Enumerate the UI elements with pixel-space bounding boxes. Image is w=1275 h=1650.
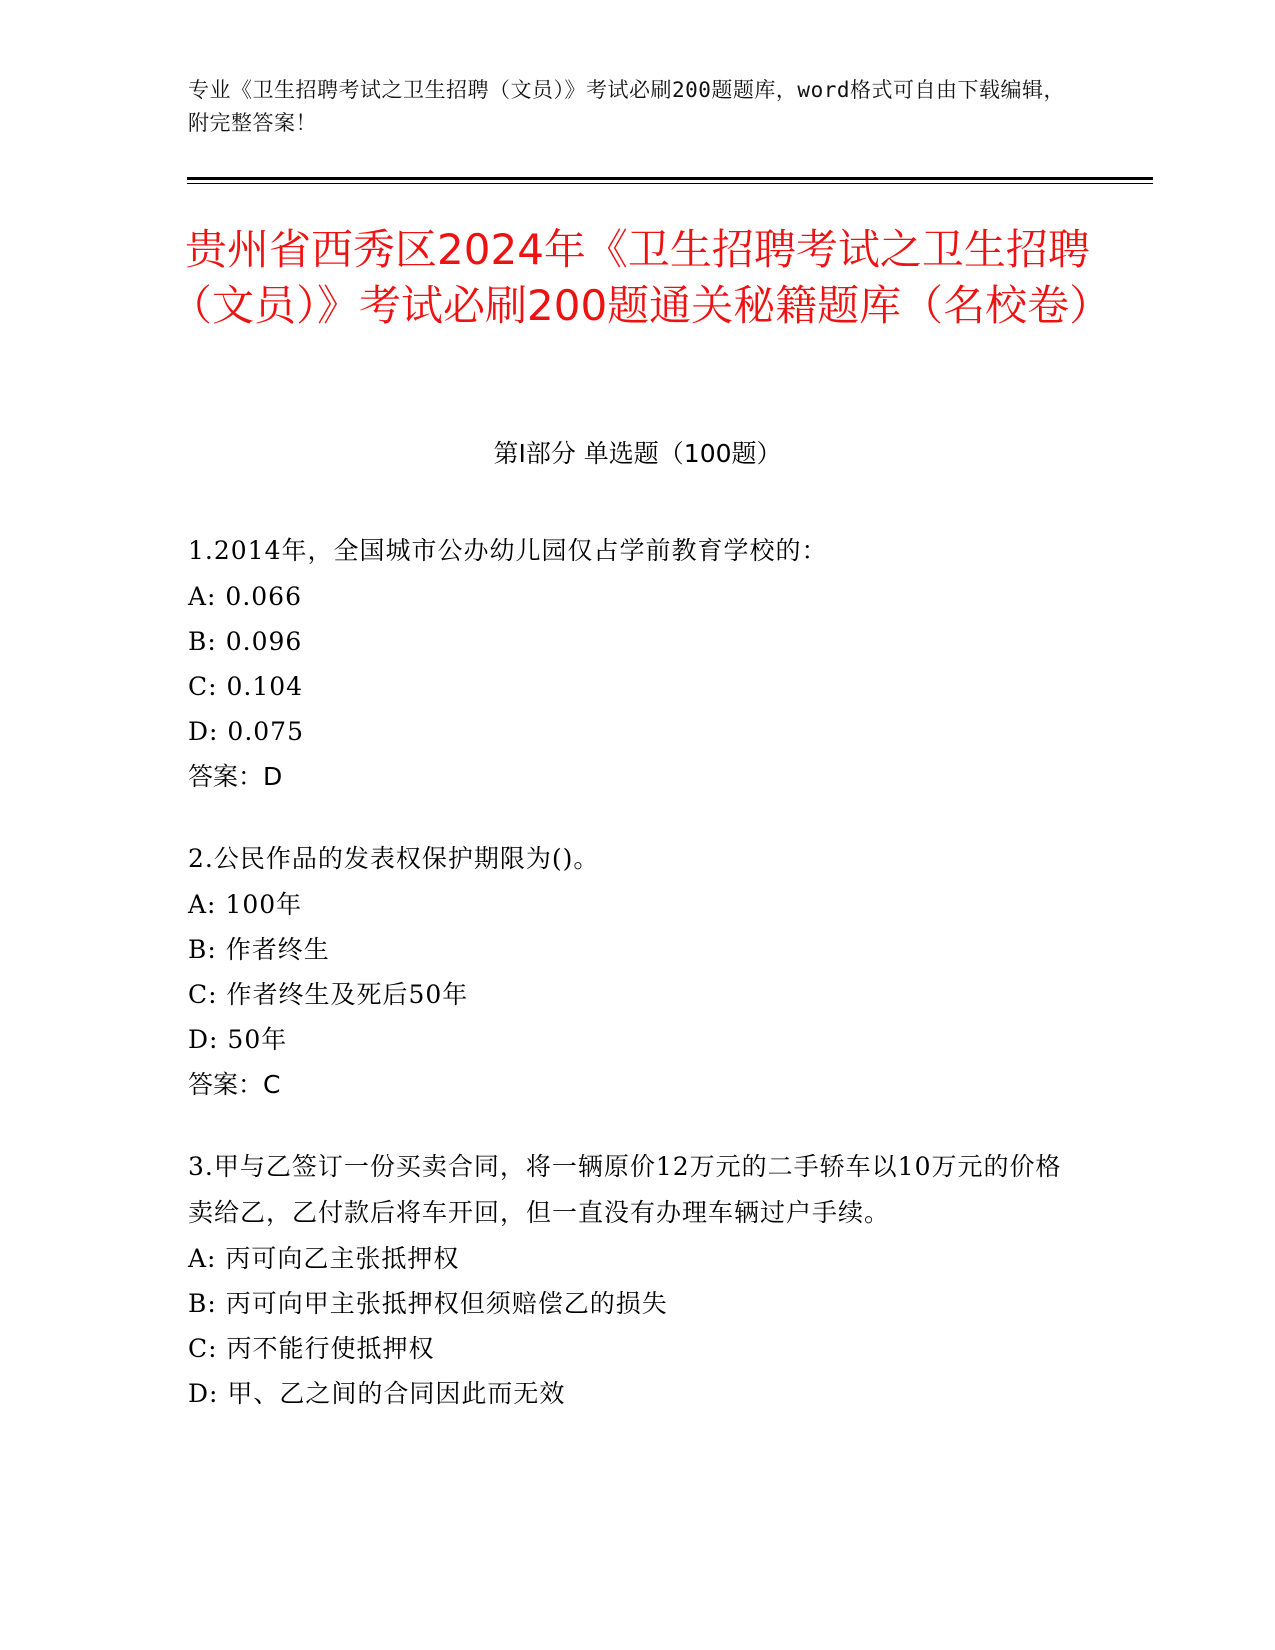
question-stem: 2.公民作品的发表权保护期限为()。 (188, 844, 600, 873)
answer: 答案：C (188, 1070, 281, 1099)
header-rule-thin (187, 183, 1153, 184)
option-c: C: 0.104 (188, 672, 304, 701)
header-rule-thick (187, 177, 1153, 180)
question-2 (188, 836, 1068, 1108)
answer: 答案：D (188, 762, 283, 791)
question-3 (188, 1144, 1068, 1416)
option-c: C: 作者终生及死后50年 (188, 980, 469, 1009)
option-a: A: 丙可向乙主张抵押权 (188, 1244, 460, 1273)
document-title: 贵州省西秀区2024年《卫生招聘考试之卫生招聘（文员）》考试必刷200题通关秘籍题库（名校卷） (170, 225, 1112, 330)
option-d: D: 50年 (188, 1025, 288, 1054)
option-b: B: 作者终生 (188, 935, 330, 964)
section-heading: 第Ⅰ部分 单选题（100题） (493, 439, 782, 468)
option-d: D: 0.075 (188, 717, 304, 746)
question-stem: 1.2014年，全国城市公办幼儿园仅占学前教育学校的： (188, 536, 828, 565)
option-a: A: 100年 (188, 890, 303, 919)
option-b: B: 丙可向甲主张抵押权但须赔偿乙的损失 (188, 1289, 668, 1318)
option-b: B: 0.096 (188, 627, 303, 656)
option-d: D: 甲、乙之间的合同因此而无效 (188, 1379, 566, 1408)
question-list (188, 528, 1068, 1452)
question-stem: 3.甲与乙签订一份买卖合同，将一辆原价12万元的二手轿车以10万元的价格卖给乙，乙付款后将车开回，但一直没有办理车辆过户手续。 (188, 1152, 1062, 1227)
option-a: A: 0.066 (188, 582, 302, 611)
header-note: 专业《卫生招聘考试之卫生招聘（文员）》考试必刷200题题库，word格式可自由下载编辑，附完整答案！ (188, 78, 1065, 135)
option-c: C: 丙不能行使抵押权 (188, 1334, 435, 1363)
question-1 (188, 528, 1068, 800)
